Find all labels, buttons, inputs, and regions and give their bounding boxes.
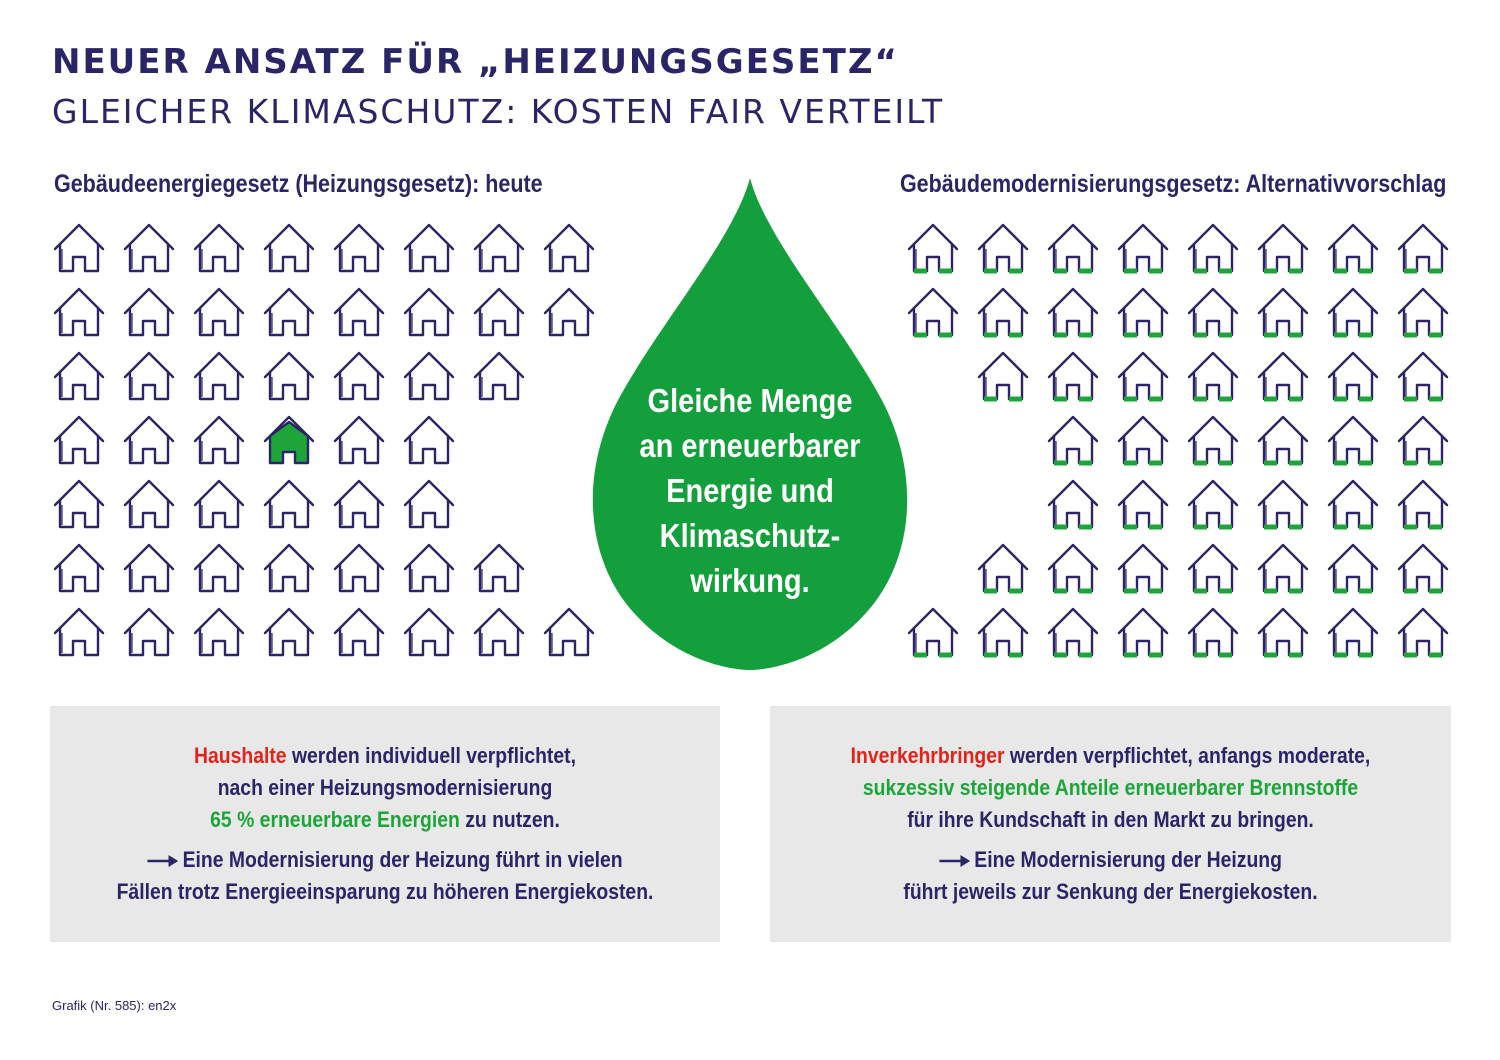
house-outline-icon — [332, 286, 386, 340]
house-outline-icon — [52, 414, 106, 468]
house-green-base-icon — [1116, 606, 1170, 660]
house-outline-icon — [192, 542, 246, 596]
house-green-base-icon — [1256, 478, 1310, 532]
drop-line: Gleiche Menge — [647, 382, 853, 419]
house-green-base-icon — [1186, 350, 1240, 404]
house-green-base-icon — [1326, 414, 1380, 468]
house-outline-icon — [472, 350, 526, 404]
house-outline-icon — [52, 350, 106, 404]
right-box-line-5: führt jeweils zur Senkung der Energiekosten. — [903, 879, 1318, 904]
left-box-line-5: Fällen trotz Energieeinsparung zu höheren Energiekosten. — [116, 879, 654, 904]
house-green-base-icon — [976, 542, 1030, 596]
house-green-base-icon — [1046, 286, 1100, 340]
house-outline-icon — [402, 542, 456, 596]
drop-line: an erneuerbarer — [639, 427, 861, 464]
house-green-base-icon — [1256, 286, 1310, 340]
house-outline-icon — [332, 542, 386, 596]
house-green-base-icon — [1116, 286, 1170, 340]
house-green-base-icon — [1396, 222, 1450, 276]
house-outline-icon — [262, 286, 316, 340]
house-green-base-icon — [1326, 478, 1380, 532]
house-outline-icon — [262, 350, 316, 404]
right-box-line-4 — [811, 844, 1410, 876]
house-outline-icon — [192, 606, 246, 660]
house-outline-icon — [472, 286, 526, 340]
left-box-line-1-rest: werden individuell verpflichtet, — [286, 743, 576, 768]
house-green-base-icon — [1396, 350, 1450, 404]
house-outline-icon — [402, 414, 456, 468]
house-green-base-icon — [1326, 286, 1380, 340]
house-green-base-icon — [1116, 542, 1170, 596]
house-outline-icon — [262, 222, 316, 276]
renewable-energy-drop — [584, 178, 916, 670]
house-green-base-icon — [1396, 286, 1450, 340]
house-outline-icon — [122, 414, 176, 468]
house-outline-icon — [122, 478, 176, 532]
house-green-base-icon — [1046, 542, 1100, 596]
house-outline-icon — [402, 478, 456, 532]
house-green-base-icon — [1396, 414, 1450, 468]
house-outline-icon — [472, 542, 526, 596]
house-outline-icon — [262, 606, 316, 660]
drop-line: Klimaschutz- — [659, 517, 841, 554]
house-outline-icon — [192, 350, 246, 404]
drop-text — [622, 378, 879, 603]
house-outline-icon — [332, 222, 386, 276]
house-outline-icon — [122, 222, 176, 276]
house-green-base-icon — [1256, 414, 1310, 468]
house-green-base-icon — [1186, 222, 1240, 276]
footer-credit: Grafik (Nr. 585): en2x — [52, 998, 177, 1013]
house-green-base-icon — [1256, 350, 1310, 404]
house-green-base-icon — [1396, 478, 1450, 532]
left-box-line-4 — [90, 844, 680, 876]
house-outline-icon — [332, 414, 386, 468]
left-box-line-1 — [90, 740, 680, 772]
house-green-base-icon — [1046, 478, 1100, 532]
house-outline-icon — [332, 606, 386, 660]
arrow-right-icon — [147, 854, 179, 868]
house-green-base-icon — [1046, 222, 1100, 276]
page-title: NEUER ANSATZ FÜR „HEIZUNGSGESETZ“ — [52, 42, 899, 82]
house-outline-icon — [262, 542, 316, 596]
left-box-line-3 — [90, 804, 680, 836]
drop-line: Energie und — [666, 472, 834, 509]
house-green-base-icon — [1116, 350, 1170, 404]
house-outline-icon — [52, 286, 106, 340]
house-green-base-icon — [1046, 350, 1100, 404]
right-box-line-1 — [811, 740, 1410, 772]
house-green-base-icon — [976, 222, 1030, 276]
drop-line: wirkung. — [690, 562, 810, 599]
house-green-base-icon — [1396, 606, 1450, 660]
house-green-base-icon — [1186, 478, 1240, 532]
highlight-distributors: Inverkehrbringer — [850, 743, 1005, 768]
right-box-line-3: für ihre Kundschaft in den Markt zu bringen. — [907, 807, 1314, 832]
left-column-heading: Gebäudeenergiegesetz (Heizungsgesetz): heute — [54, 170, 543, 198]
house-green-base-icon — [1186, 414, 1240, 468]
right-box-line-2: sukzessiv steigende Anteile erneuerbarer Brennstoffe — [862, 775, 1359, 800]
house-green-base-icon — [1186, 286, 1240, 340]
house-outline-icon — [52, 478, 106, 532]
page-subtitle: GLEICHER KLIMASCHUTZ: KOSTEN FAIR VERTEILT — [52, 92, 945, 131]
house-outline-icon — [122, 542, 176, 596]
house-outline-icon — [192, 414, 246, 468]
house-outline-icon — [192, 286, 246, 340]
house-outline-icon — [472, 222, 526, 276]
arrow-right-icon — [939, 854, 971, 868]
house-green-base-icon — [1186, 606, 1240, 660]
house-filled-icon — [262, 414, 316, 468]
house-outline-icon — [402, 222, 456, 276]
house-outline-icon — [122, 350, 176, 404]
house-outline-icon — [52, 542, 106, 596]
house-outline-icon — [402, 606, 456, 660]
house-green-base-icon — [1116, 414, 1170, 468]
house-green-base-icon — [976, 606, 1030, 660]
house-green-base-icon — [1046, 414, 1100, 468]
house-green-base-icon — [1256, 542, 1310, 596]
house-outline-icon — [402, 286, 456, 340]
house-green-base-icon — [1186, 542, 1240, 596]
left-info-box — [50, 706, 720, 942]
left-box-line-4-text: Eine Modernisierung der Heizung führt in vielen — [182, 847, 623, 872]
house-green-base-icon — [1326, 606, 1380, 660]
right-info-box — [770, 706, 1451, 942]
highlight-65-percent: 65 % erneuerbare Energien — [210, 807, 460, 832]
left-box-line-2: nach einer Heizungsmodernisierung — [217, 775, 553, 800]
house-outline-icon — [52, 222, 106, 276]
house-green-base-icon — [1116, 222, 1170, 276]
left-box-line-3-rest: zu nutzen. — [459, 807, 560, 832]
house-outline-icon — [332, 478, 386, 532]
house-green-base-icon — [1326, 222, 1380, 276]
house-outline-icon — [52, 606, 106, 660]
house-green-base-icon — [1046, 606, 1100, 660]
house-green-base-icon — [1396, 542, 1450, 596]
house-outline-icon — [332, 350, 386, 404]
right-box-line-1-rest: werden verpflichtet, anfangs moderate, — [1004, 743, 1371, 768]
house-green-base-icon — [1116, 478, 1170, 532]
house-outline-icon — [472, 606, 526, 660]
house-outline-icon — [122, 606, 176, 660]
house-green-base-icon — [1256, 222, 1310, 276]
house-green-base-icon — [1326, 350, 1380, 404]
house-outline-icon — [192, 478, 246, 532]
right-box-line-4-text: Eine Modernisierung der Heizung — [974, 847, 1282, 872]
highlight-households: Haushalte — [194, 743, 287, 768]
house-green-base-icon — [976, 286, 1030, 340]
house-green-base-icon — [976, 350, 1030, 404]
house-outline-icon — [192, 222, 246, 276]
right-column-heading: Gebäudemodernisierungsgesetz: Alternativvorschlag — [899, 170, 1446, 198]
house-outline-icon — [262, 478, 316, 532]
house-green-base-icon — [1256, 606, 1310, 660]
house-green-base-icon — [1326, 542, 1380, 596]
house-outline-icon — [402, 350, 456, 404]
house-outline-icon — [122, 286, 176, 340]
